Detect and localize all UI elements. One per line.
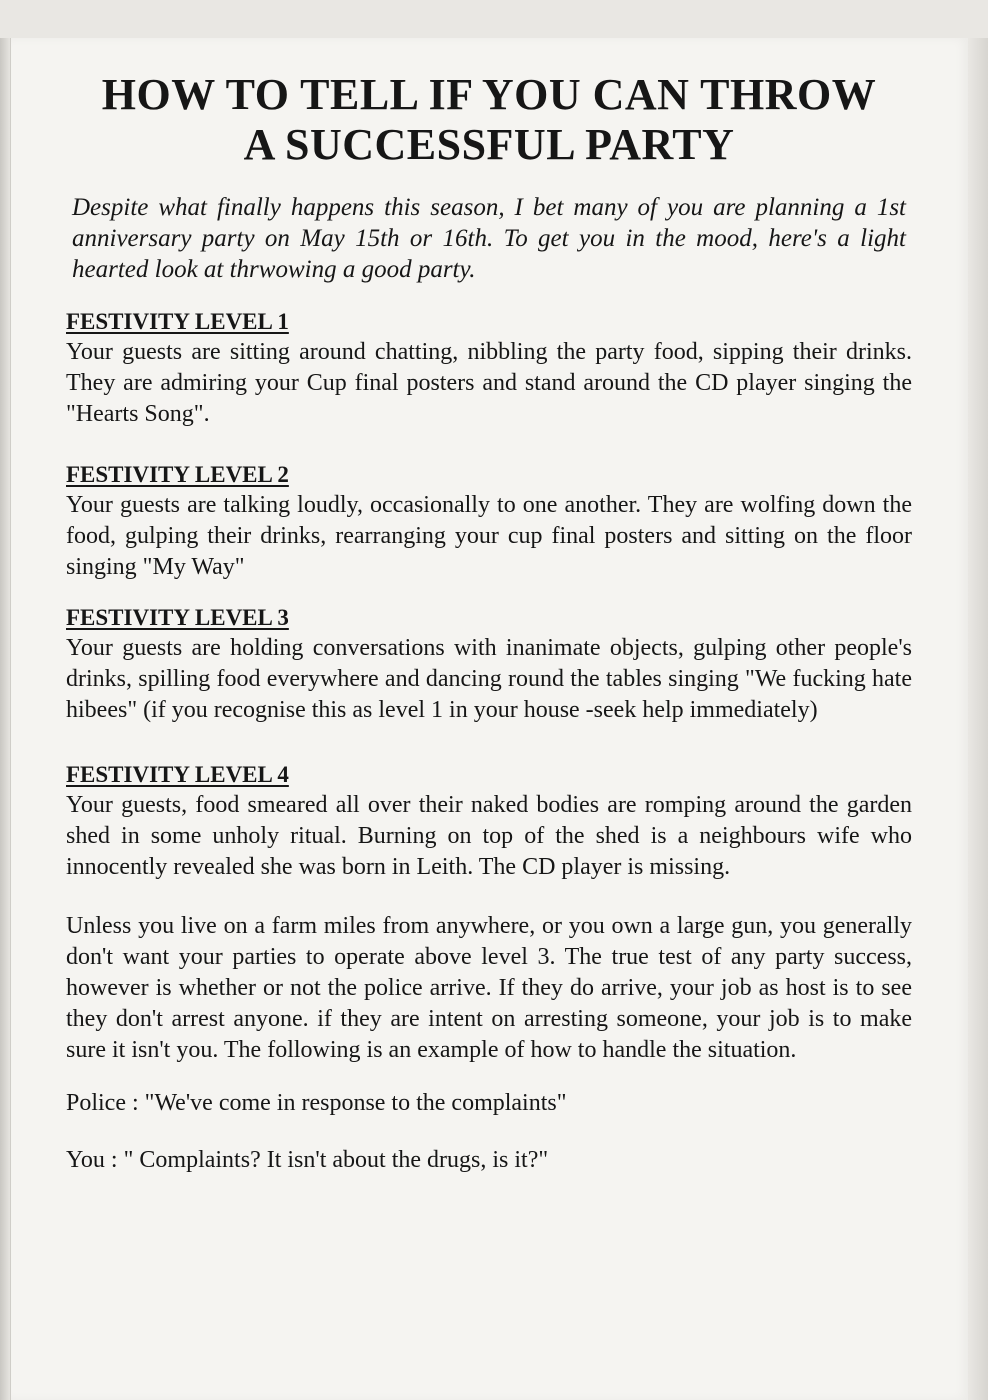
level-heading: FESTIVITY LEVEL 2 <box>66 462 289 487</box>
title-line-1: HOW TO TELL IF YOU CAN THROW <box>101 70 877 119</box>
level-text: Your guests are talking loudly, occasionally to one another. They are wolfing down the food, gulping their drinks, rearranging your cup final posters and sitting on the floor singing "My Way" <box>66 492 912 580</box>
title-line-2: A SUCCESSFUL PARTY <box>243 120 735 169</box>
page-edge-shadow <box>968 38 988 1400</box>
intro-paragraph: Despite what finally happens this season, I bet many of you are planning a 1st anniversary party on May 15th or 16th. To get you in the mood, here's a light hearted look at thrwowing a good party. <box>72 194 906 283</box>
dialog-line-you: You : " Complaints? It isn't about the drugs, is it?" <box>66 1147 549 1173</box>
conclusion-paragraph: Unless you live on a farm miles from anywhere, or you own a large gun, you generally don't want your parties to operate above level 3. The true test of any party success, however is whether or not the police arrive. If they do arrive, your job as host is to see they don't arrest anyone. if they are intent on arresting someone, your job is to make sure it isn't you. The following is an example of how to handle the situation. <box>66 913 912 1063</box>
festivity-level-4 <box>66 760 912 883</box>
level-heading: FESTIVITY LEVEL 3 <box>66 605 289 630</box>
level-heading: FESTIVITY LEVEL 4 <box>66 762 289 787</box>
article <box>66 70 912 1176</box>
binding-spine <box>0 38 10 1400</box>
level-text: Your guests are holding conversations with inanimate objects, gulping other people's drinks, spilling food everywhere and dancing round the tables singing "We fucking hate hibees" (if you recognise this as level 1 in your house -seek help immediately) <box>66 635 912 723</box>
festivity-level-1 <box>66 307 912 430</box>
festivity-level-3 <box>66 603 912 726</box>
dialog-line-police: Police : "We've come in response to the complaints" <box>66 1090 567 1116</box>
level-text: Your guests, food smeared all over their naked bodies are romping around the garden shed in some unholy ritual. Burning on top of the shed is a neighbours wife who innocently revealed she was born in Leith. The CD player is missing. <box>66 792 912 880</box>
level-heading: FESTIVITY LEVEL 1 <box>66 309 289 334</box>
level-text: Your guests are sitting around chatting, nibbling the party food, sipping their drinks. They are admiring your Cup final posters and stand around the CD player singing the "Hearts Song". <box>66 339 912 427</box>
article-title <box>66 70 912 170</box>
festivity-level-2 <box>66 460 912 583</box>
